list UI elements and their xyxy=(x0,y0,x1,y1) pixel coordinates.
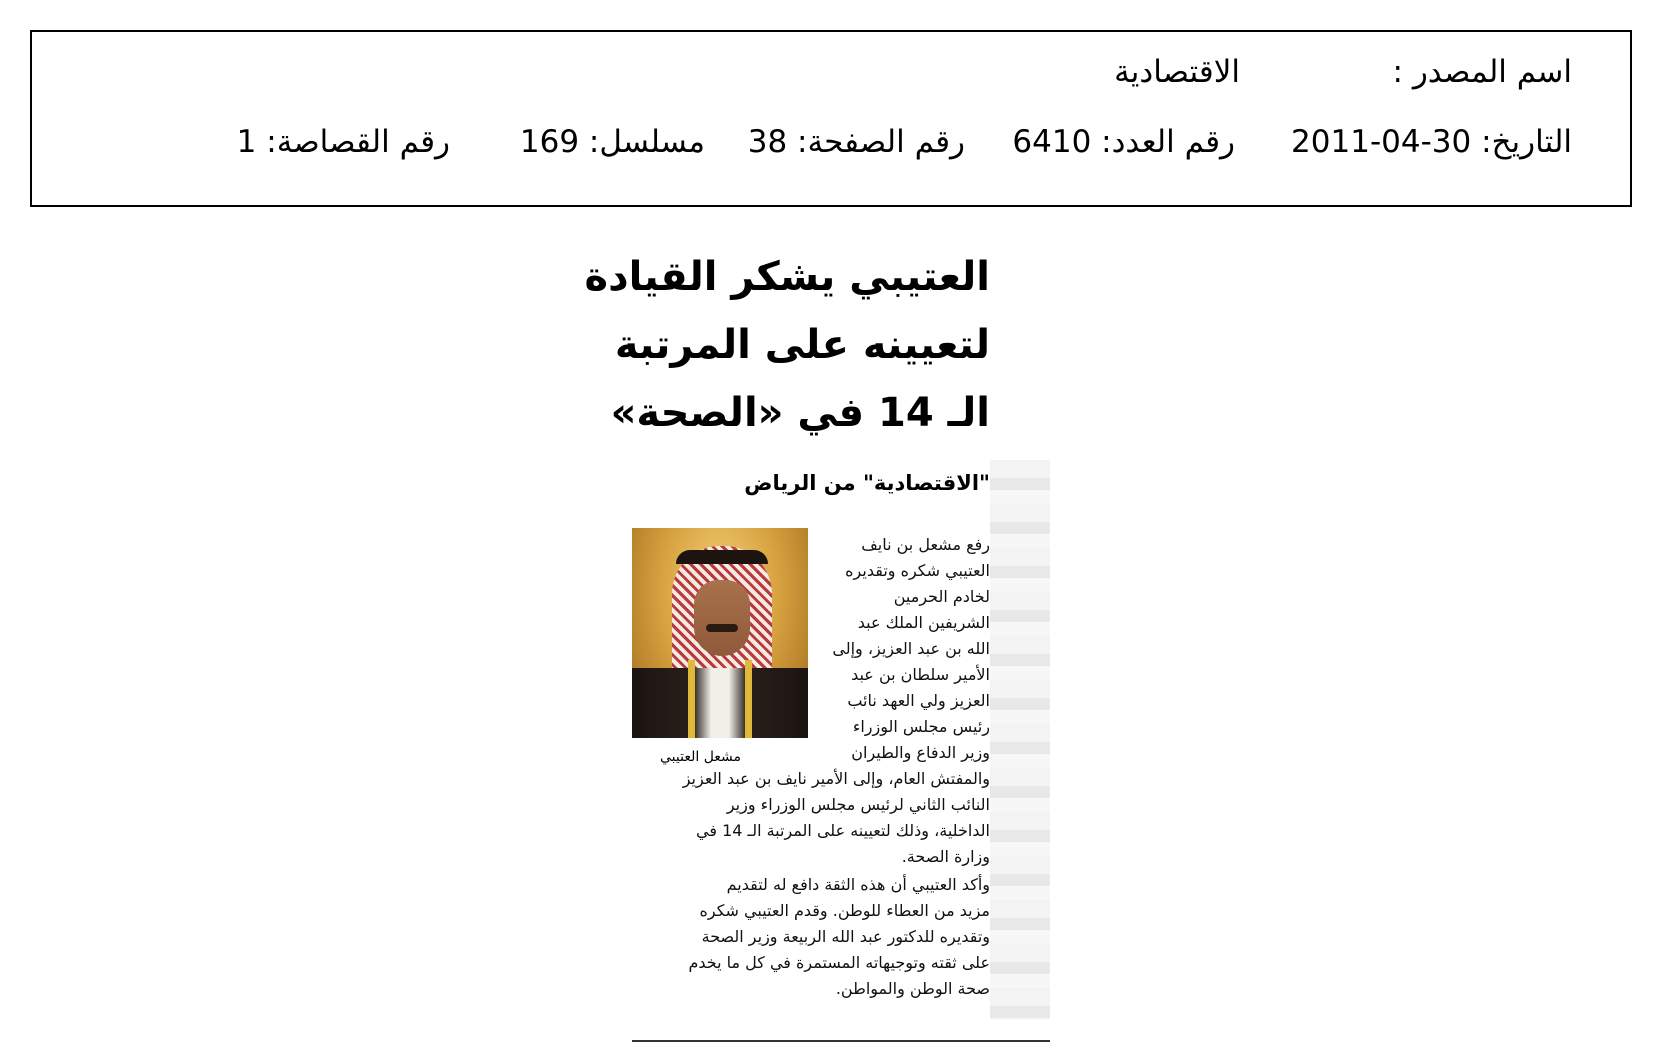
body-line: صحة الوطن والمواطن. xyxy=(835,979,990,998)
byline: "الاقتصادية" من الرياض xyxy=(744,471,990,495)
headline-line-3: الـ 14 في «الصحة» xyxy=(610,390,990,436)
body-line: رفع مشعل بن نايف xyxy=(861,535,990,554)
body-line: وتقديره للدكتور عبد الله الربيعة وزير الصحة xyxy=(701,927,990,946)
body-line: الداخلية، وذلك لتعيينه على المرتبة الـ 14 في xyxy=(695,821,990,840)
body-line: الشريفين الملك عبد xyxy=(857,613,990,632)
body-line: الأمير سلطان بن عبد xyxy=(851,665,990,684)
body-line: العتيبي شكره وتقديره xyxy=(845,561,990,580)
face xyxy=(694,580,750,656)
body-line: لخادم الحرمين xyxy=(893,587,990,606)
serial-field: مسلسل: 169 xyxy=(519,124,705,160)
body-line: العزيز ولي العهد نائب xyxy=(847,691,990,710)
body-line: رئيس مجلس الوزراء xyxy=(852,717,990,736)
watermark xyxy=(990,460,1050,1020)
source-label: اسم المصدر : xyxy=(1392,54,1572,90)
photo-caption: مشعل العتيبي xyxy=(660,749,742,765)
headline-line-2: لتعيينه على المرتبة xyxy=(614,322,990,368)
source-value: الاقتصادية xyxy=(1114,54,1240,90)
clipping-metadata-box xyxy=(30,30,1632,207)
body-line: مزيد من العطاء للوطن. وقدم العتيبي شكره xyxy=(699,901,990,920)
page-number-field: رقم الصفحة: 38 xyxy=(747,124,965,160)
clip-number-field: رقم القصاصة: 1 xyxy=(236,124,450,160)
portrait-photo xyxy=(632,528,808,738)
body-line: الله بن عبد العزيز، وإلى xyxy=(832,639,990,658)
date-field: التاريخ: 30-04-2011 xyxy=(1291,124,1572,160)
body-line: وأكد العتيبي أن هذه الثقة دافع له لتقديم xyxy=(726,875,990,894)
moustache xyxy=(706,624,738,632)
body-line: على ثقته وتوجيهاته المستمرة في كل ما يخدم xyxy=(688,953,990,972)
body-line: وزير الدفاع والطيران xyxy=(851,743,990,762)
body-line: والمفتش العام، وإلى الأمير نايف بن عبد العزيز xyxy=(682,769,990,788)
body-line: وزارة الصحة. xyxy=(901,847,990,866)
bottom-rule xyxy=(632,1040,1050,1042)
headline-line-1: العتيبي يشكر القيادة xyxy=(584,254,990,300)
body-line: النائب الثاني لرئيس مجلس الوزراء وزير xyxy=(726,795,990,814)
issue-number-field: رقم العدد: 6410 xyxy=(1012,124,1235,160)
bisht-gold-trim xyxy=(688,660,752,738)
newspaper-clipping xyxy=(584,240,1050,1050)
agal xyxy=(676,550,768,564)
